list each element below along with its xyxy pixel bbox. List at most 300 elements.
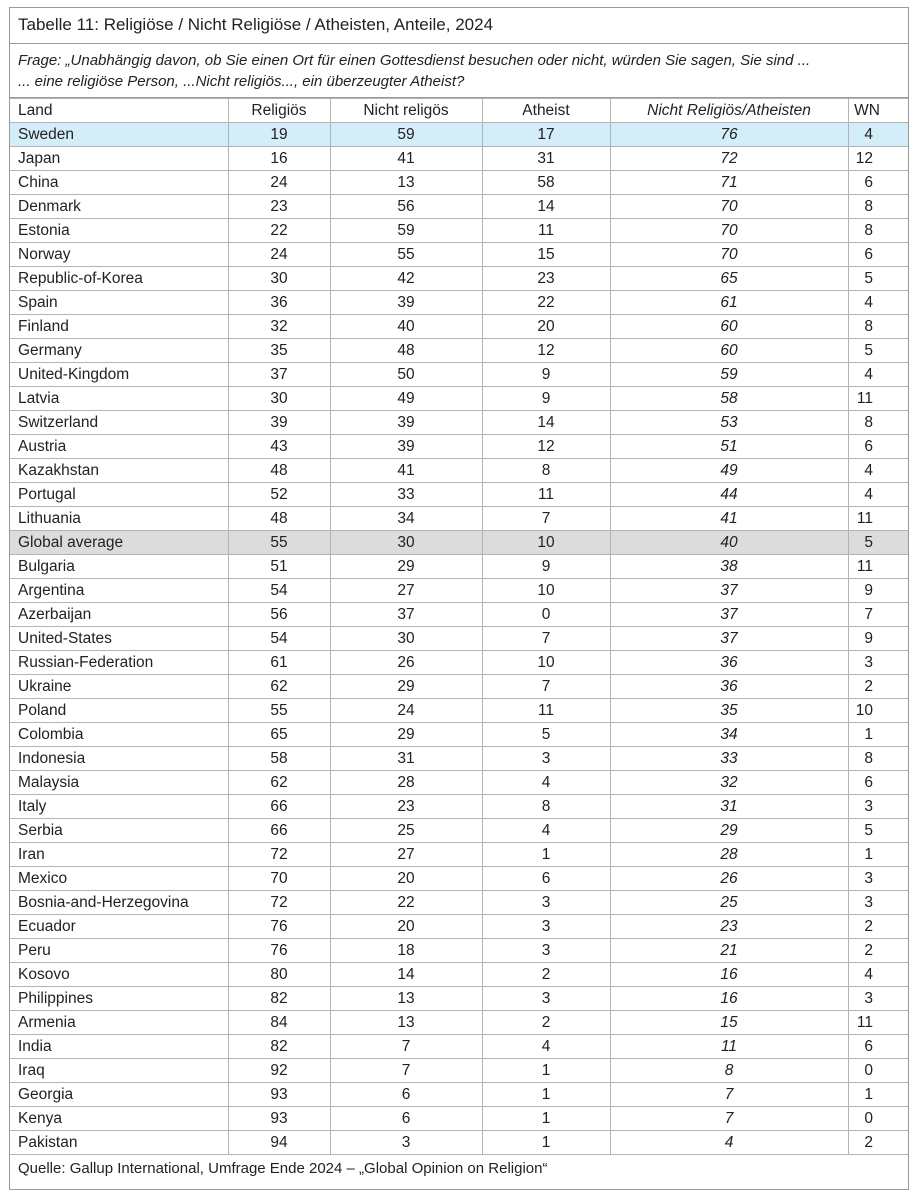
cell-wn: 7 — [848, 603, 908, 627]
cell-nicht-religioes-atheisten: 35 — [610, 699, 848, 723]
cell-nicht-religioes: 22 — [330, 891, 482, 915]
cell-wn: 2 — [848, 675, 908, 699]
table-frame — [9, 7, 909, 1190]
cell-wn: 4 — [848, 363, 908, 387]
cell-atheist: 10 — [482, 651, 610, 675]
cell-nicht-religioes: 7 — [330, 1035, 482, 1059]
cell-land: Sweden — [10, 123, 228, 147]
cell-wn: 6 — [848, 243, 908, 267]
cell-religioes: 61 — [228, 651, 330, 675]
table-row — [10, 243, 908, 267]
cell-atheist: 31 — [482, 147, 610, 171]
cell-land: Spain — [10, 291, 228, 315]
cell-nicht-religioes-atheisten: 37 — [610, 603, 848, 627]
cell-nicht-religioes: 13 — [330, 171, 482, 195]
cell-land: Iraq — [10, 1059, 228, 1083]
cell-religioes: 93 — [228, 1083, 330, 1107]
cell-religioes: 54 — [228, 627, 330, 651]
cell-land: Georgia — [10, 1083, 228, 1107]
cell-atheist: 11 — [482, 483, 610, 507]
cell-land: Indonesia — [10, 747, 228, 771]
table-row — [10, 867, 908, 891]
cell-wn: 6 — [848, 771, 908, 795]
cell-religioes: 24 — [228, 171, 330, 195]
cell-land: Armenia — [10, 1011, 228, 1035]
cell-religioes: 58 — [228, 747, 330, 771]
cell-nicht-religioes-atheisten: 70 — [610, 195, 848, 219]
cell-religioes: 43 — [228, 435, 330, 459]
table-row — [10, 771, 908, 795]
cell-nicht-religioes: 29 — [330, 723, 482, 747]
cell-nicht-religioes-atheisten: 60 — [610, 315, 848, 339]
cell-religioes: 48 — [228, 459, 330, 483]
cell-religioes: 82 — [228, 987, 330, 1011]
cell-nicht-religioes-atheisten: 16 — [610, 987, 848, 1011]
cell-wn: 11 — [848, 387, 908, 411]
cell-religioes: 66 — [228, 819, 330, 843]
cell-atheist: 20 — [482, 315, 610, 339]
table-row — [10, 603, 908, 627]
cell-religioes: 19 — [228, 123, 330, 147]
cell-atheist: 10 — [482, 531, 610, 555]
table-row — [10, 699, 908, 723]
cell-atheist: 7 — [482, 627, 610, 651]
cell-land: Ecuador — [10, 915, 228, 939]
cell-nicht-religioes: 27 — [330, 579, 482, 603]
cell-land: United-States — [10, 627, 228, 651]
cell-wn: 2 — [848, 915, 908, 939]
cell-wn: 2 — [848, 1131, 908, 1155]
cell-land: Denmark — [10, 195, 228, 219]
cell-nicht-religioes: 39 — [330, 435, 482, 459]
cell-wn: 11 — [848, 1011, 908, 1035]
cell-nicht-religioes: 59 — [330, 123, 482, 147]
cell-land: Bulgaria — [10, 555, 228, 579]
cell-wn: 5 — [848, 819, 908, 843]
cell-wn: 8 — [848, 219, 908, 243]
table-row — [10, 627, 908, 651]
table-body — [10, 123, 908, 1155]
cell-wn: 11 — [848, 507, 908, 531]
cell-nicht-religioes-atheisten: 32 — [610, 771, 848, 795]
cell-atheist: 12 — [482, 435, 610, 459]
cell-wn: 1 — [848, 723, 908, 747]
cell-wn: 12 — [848, 147, 908, 171]
cell-nicht-religioes-atheisten: 53 — [610, 411, 848, 435]
cell-nicht-religioes: 59 — [330, 219, 482, 243]
table-row — [10, 651, 908, 675]
cell-atheist: 3 — [482, 747, 610, 771]
cell-nicht-religioes-atheisten: 8 — [610, 1059, 848, 1083]
cell-land: United-Kingdom — [10, 363, 228, 387]
cell-atheist: 3 — [482, 891, 610, 915]
cell-nicht-religioes-atheisten: 15 — [610, 1011, 848, 1035]
cell-land: Colombia — [10, 723, 228, 747]
cell-religioes: 76 — [228, 915, 330, 939]
cell-atheist: 9 — [482, 363, 610, 387]
cell-atheist: 17 — [482, 123, 610, 147]
cell-nicht-religioes-atheisten: 38 — [610, 555, 848, 579]
cell-land: Azerbaijan — [10, 603, 228, 627]
cell-atheist: 7 — [482, 675, 610, 699]
cell-nicht-religioes: 26 — [330, 651, 482, 675]
table-row — [10, 723, 908, 747]
cell-nicht-religioes-atheisten: 60 — [610, 339, 848, 363]
cell-nicht-religioes: 33 — [330, 483, 482, 507]
table-row — [10, 579, 908, 603]
cell-nicht-religioes-atheisten: 72 — [610, 147, 848, 171]
table-row — [10, 1011, 908, 1035]
cell-land: Japan — [10, 147, 228, 171]
cell-atheist: 9 — [482, 555, 610, 579]
cell-wn: 4 — [848, 459, 908, 483]
cell-wn: 5 — [848, 267, 908, 291]
cell-wn: 3 — [848, 795, 908, 819]
cell-wn: 8 — [848, 411, 908, 435]
cell-atheist: 9 — [482, 387, 610, 411]
cell-land: Argentina — [10, 579, 228, 603]
cell-wn: 11 — [848, 555, 908, 579]
table-row — [10, 939, 908, 963]
cell-nicht-religioes: 31 — [330, 747, 482, 771]
cell-nicht-religioes-atheisten: 49 — [610, 459, 848, 483]
cell-nicht-religioes: 41 — [330, 147, 482, 171]
cell-religioes: 92 — [228, 1059, 330, 1083]
cell-land: Latvia — [10, 387, 228, 411]
cell-nicht-religioes: 29 — [330, 675, 482, 699]
cell-land: Estonia — [10, 219, 228, 243]
cell-atheist: 5 — [482, 723, 610, 747]
cell-nicht-religioes-atheisten: 44 — [610, 483, 848, 507]
cell-nicht-religioes-atheisten: 16 — [610, 963, 848, 987]
cell-land: Switzerland — [10, 411, 228, 435]
cell-atheist: 1 — [482, 843, 610, 867]
cell-nicht-religioes-atheisten: 51 — [610, 435, 848, 459]
table-row — [10, 1059, 908, 1083]
cell-religioes: 37 — [228, 363, 330, 387]
cell-land: Finland — [10, 315, 228, 339]
cell-nicht-religioes: 27 — [330, 843, 482, 867]
cell-land: Austria — [10, 435, 228, 459]
cell-religioes: 56 — [228, 603, 330, 627]
cell-nicht-religioes-atheisten: 71 — [610, 171, 848, 195]
cell-land: Kosovo — [10, 963, 228, 987]
cell-land: Kenya — [10, 1107, 228, 1131]
header-row — [10, 99, 908, 123]
cell-wn: 6 — [848, 435, 908, 459]
cell-wn: 6 — [848, 171, 908, 195]
cell-religioes: 84 — [228, 1011, 330, 1035]
table-row — [10, 483, 908, 507]
cell-nicht-religioes: 56 — [330, 195, 482, 219]
cell-wn: 1 — [848, 843, 908, 867]
cell-nicht-religioes-atheisten: 23 — [610, 915, 848, 939]
cell-wn: 4 — [848, 291, 908, 315]
cell-atheist: 11 — [482, 219, 610, 243]
cell-land: Poland — [10, 699, 228, 723]
cell-wn: 6 — [848, 1035, 908, 1059]
cell-religioes: 23 — [228, 195, 330, 219]
cell-nicht-religioes: 39 — [330, 291, 482, 315]
question-line-2: ... eine religiöse Person, ...Nicht religiös..., ein überzeugter Atheist? — [18, 73, 465, 90]
cell-nicht-religioes: 30 — [330, 531, 482, 555]
cell-nicht-religioes-atheisten: 7 — [610, 1083, 848, 1107]
cell-wn: 4 — [848, 483, 908, 507]
header-land: Land — [10, 99, 228, 123]
cell-nicht-religioes: 20 — [330, 915, 482, 939]
table-row — [10, 171, 908, 195]
table-row — [10, 843, 908, 867]
cell-land: Mexico — [10, 867, 228, 891]
cell-religioes: 55 — [228, 531, 330, 555]
table-row — [10, 819, 908, 843]
table-row — [10, 915, 908, 939]
cell-nicht-religioes: 55 — [330, 243, 482, 267]
cell-land: Bosnia-and-Herzegovina — [10, 891, 228, 915]
cell-atheist: 0 — [482, 603, 610, 627]
cell-nicht-religioes-atheisten: 34 — [610, 723, 848, 747]
cell-atheist: 23 — [482, 267, 610, 291]
cell-nicht-religioes: 49 — [330, 387, 482, 411]
header-nicht-religioes: Nicht religös — [330, 99, 482, 123]
cell-nicht-religioes: 7 — [330, 1059, 482, 1083]
table-row — [10, 1107, 908, 1131]
cell-nicht-religioes-atheisten: 40 — [610, 531, 848, 555]
cell-wn: 5 — [848, 339, 908, 363]
table-row — [10, 987, 908, 1011]
cell-wn: 8 — [848, 195, 908, 219]
cell-religioes: 32 — [228, 315, 330, 339]
table-row — [10, 555, 908, 579]
cell-wn: 8 — [848, 315, 908, 339]
cell-religioes: 22 — [228, 219, 330, 243]
cell-nicht-religioes: 6 — [330, 1083, 482, 1107]
cell-nicht-religioes-atheisten: 21 — [610, 939, 848, 963]
cell-atheist: 12 — [482, 339, 610, 363]
cell-atheist: 3 — [482, 939, 610, 963]
cell-land: India — [10, 1035, 228, 1059]
cell-nicht-religioes-atheisten: 31 — [610, 795, 848, 819]
cell-religioes: 30 — [228, 387, 330, 411]
cell-religioes: 54 — [228, 579, 330, 603]
header-nicht-religioes-atheisten: Nicht Religiös/Atheisten — [610, 99, 848, 123]
cell-religioes: 52 — [228, 483, 330, 507]
table-row — [10, 435, 908, 459]
cell-nicht-religioes-atheisten: 4 — [610, 1131, 848, 1155]
cell-nicht-religioes: 24 — [330, 699, 482, 723]
cell-atheist: 4 — [482, 819, 610, 843]
cell-nicht-religioes: 25 — [330, 819, 482, 843]
cell-atheist: 1 — [482, 1131, 610, 1155]
table-row — [10, 675, 908, 699]
cell-religioes: 72 — [228, 891, 330, 915]
cell-wn: 3 — [848, 867, 908, 891]
cell-atheist: 15 — [482, 243, 610, 267]
cell-land: Pakistan — [10, 1131, 228, 1155]
cell-wn: 5 — [848, 531, 908, 555]
cell-land: Norway — [10, 243, 228, 267]
table-row — [10, 963, 908, 987]
cell-land: Russian-Federation — [10, 651, 228, 675]
cell-religioes: 66 — [228, 795, 330, 819]
cell-nicht-religioes-atheisten: 36 — [610, 675, 848, 699]
cell-land: Iran — [10, 843, 228, 867]
cell-land: Philippines — [10, 987, 228, 1011]
cell-religioes: 16 — [228, 147, 330, 171]
cell-nicht-religioes-atheisten: 70 — [610, 219, 848, 243]
cell-wn: 1 — [848, 1083, 908, 1107]
cell-religioes: 70 — [228, 867, 330, 891]
header-religioes: Religiös — [228, 99, 330, 123]
cell-nicht-religioes: 23 — [330, 795, 482, 819]
cell-nicht-religioes: 37 — [330, 603, 482, 627]
cell-nicht-religioes: 50 — [330, 363, 482, 387]
cell-wn: 10 — [848, 699, 908, 723]
cell-nicht-religioes: 18 — [330, 939, 482, 963]
header-atheist: Atheist — [482, 99, 610, 123]
cell-nicht-religioes-atheisten: 37 — [610, 579, 848, 603]
cell-wn: 8 — [848, 747, 908, 771]
cell-atheist: 10 — [482, 579, 610, 603]
table-row — [10, 339, 908, 363]
table-row — [10, 195, 908, 219]
table-row — [10, 795, 908, 819]
table-title: Tabelle 11: Religiöse / Nicht Religiöse / Atheisten, Anteile, 2024 — [10, 8, 908, 44]
table-row — [10, 531, 908, 555]
cell-nicht-religioes-atheisten: 25 — [610, 891, 848, 915]
cell-religioes: 93 — [228, 1107, 330, 1131]
cell-nicht-religioes-atheisten: 76 — [610, 123, 848, 147]
cell-religioes: 65 — [228, 723, 330, 747]
cell-wn: 9 — [848, 579, 908, 603]
cell-atheist: 4 — [482, 771, 610, 795]
cell-religioes: 35 — [228, 339, 330, 363]
cell-atheist: 6 — [482, 867, 610, 891]
cell-atheist: 4 — [482, 1035, 610, 1059]
cell-atheist: 58 — [482, 171, 610, 195]
question-line-1: Frage: „Unabhängig davon, ob Sie einen Ort für einen Gottesdienst besuchen oder nicht, würden Sie sagen, Sie sind ... — [18, 52, 811, 69]
cell-land: China — [10, 171, 228, 195]
table-row — [10, 411, 908, 435]
cell-religioes: 51 — [228, 555, 330, 579]
cell-nicht-religioes: 30 — [330, 627, 482, 651]
cell-nicht-religioes: 40 — [330, 315, 482, 339]
cell-atheist: 22 — [482, 291, 610, 315]
cell-land: Germany — [10, 339, 228, 363]
cell-atheist: 14 — [482, 195, 610, 219]
cell-wn: 3 — [848, 987, 908, 1011]
cell-religioes: 55 — [228, 699, 330, 723]
cell-wn: 2 — [848, 939, 908, 963]
cell-religioes: 80 — [228, 963, 330, 987]
cell-religioes: 82 — [228, 1035, 330, 1059]
cell-nicht-religioes-atheisten: 70 — [610, 243, 848, 267]
cell-land: Peru — [10, 939, 228, 963]
cell-wn: 0 — [848, 1059, 908, 1083]
table-row — [10, 291, 908, 315]
table-row — [10, 267, 908, 291]
cell-religioes: 62 — [228, 771, 330, 795]
cell-nicht-religioes: 39 — [330, 411, 482, 435]
cell-nicht-religioes: 3 — [330, 1131, 482, 1155]
cell-wn: 4 — [848, 123, 908, 147]
cell-atheist: 2 — [482, 963, 610, 987]
table-row — [10, 387, 908, 411]
cell-religioes: 39 — [228, 411, 330, 435]
table-row — [10, 315, 908, 339]
cell-land: Republic-of-Korea — [10, 267, 228, 291]
cell-nicht-religioes-atheisten: 29 — [610, 819, 848, 843]
cell-nicht-religioes-atheisten: 26 — [610, 867, 848, 891]
cell-atheist: 7 — [482, 507, 610, 531]
source-note: Quelle: Gallup International, Umfrage Ende 2024 – „Global Opinion on Religion“ — [18, 1160, 548, 1177]
cell-religioes: 30 — [228, 267, 330, 291]
cell-atheist: 1 — [482, 1083, 610, 1107]
cell-wn: 4 — [848, 963, 908, 987]
cell-atheist: 1 — [482, 1059, 610, 1083]
cell-land: Kazakhstan — [10, 459, 228, 483]
cell-atheist: 3 — [482, 915, 610, 939]
cell-wn: 3 — [848, 891, 908, 915]
table-row — [10, 219, 908, 243]
cell-land: Portugal — [10, 483, 228, 507]
cell-atheist: 1 — [482, 1107, 610, 1131]
cell-atheist: 8 — [482, 459, 610, 483]
table-row — [10, 1035, 908, 1059]
cell-nicht-religioes: 20 — [330, 867, 482, 891]
cell-nicht-religioes: 6 — [330, 1107, 482, 1131]
data-table — [10, 98, 908, 1155]
cell-nicht-religioes-atheisten: 41 — [610, 507, 848, 531]
cell-land: Serbia — [10, 819, 228, 843]
cell-nicht-religioes-atheisten: 33 — [610, 747, 848, 771]
cell-nicht-religioes-atheisten: 7 — [610, 1107, 848, 1131]
cell-religioes: 24 — [228, 243, 330, 267]
table-row — [10, 123, 908, 147]
cell-nicht-religioes-atheisten: 65 — [610, 267, 848, 291]
survey-question — [10, 44, 908, 98]
cell-land: Malaysia — [10, 771, 228, 795]
cell-land: Ukraine — [10, 675, 228, 699]
header-wn: WN — [848, 99, 908, 123]
cell-nicht-religioes: 13 — [330, 987, 482, 1011]
cell-religioes: 36 — [228, 291, 330, 315]
table-row — [10, 747, 908, 771]
cell-nicht-religioes: 42 — [330, 267, 482, 291]
table-row — [10, 507, 908, 531]
cell-atheist: 11 — [482, 699, 610, 723]
cell-nicht-religioes: 13 — [330, 1011, 482, 1035]
cell-nicht-religioes-atheisten: 37 — [610, 627, 848, 651]
table-row — [10, 147, 908, 171]
cell-nicht-religioes-atheisten: 28 — [610, 843, 848, 867]
cell-atheist: 14 — [482, 411, 610, 435]
cell-nicht-religioes-atheisten: 59 — [610, 363, 848, 387]
table-row — [10, 1083, 908, 1107]
cell-religioes: 48 — [228, 507, 330, 531]
table-row — [10, 363, 908, 387]
cell-land: Italy — [10, 795, 228, 819]
table-row — [10, 459, 908, 483]
cell-religioes: 94 — [228, 1131, 330, 1155]
cell-atheist: 8 — [482, 795, 610, 819]
cell-atheist: 2 — [482, 1011, 610, 1035]
cell-wn: 0 — [848, 1107, 908, 1131]
cell-land: Lithuania — [10, 507, 228, 531]
cell-wn: 3 — [848, 651, 908, 675]
table-row — [10, 1131, 908, 1155]
cell-atheist: 3 — [482, 987, 610, 1011]
